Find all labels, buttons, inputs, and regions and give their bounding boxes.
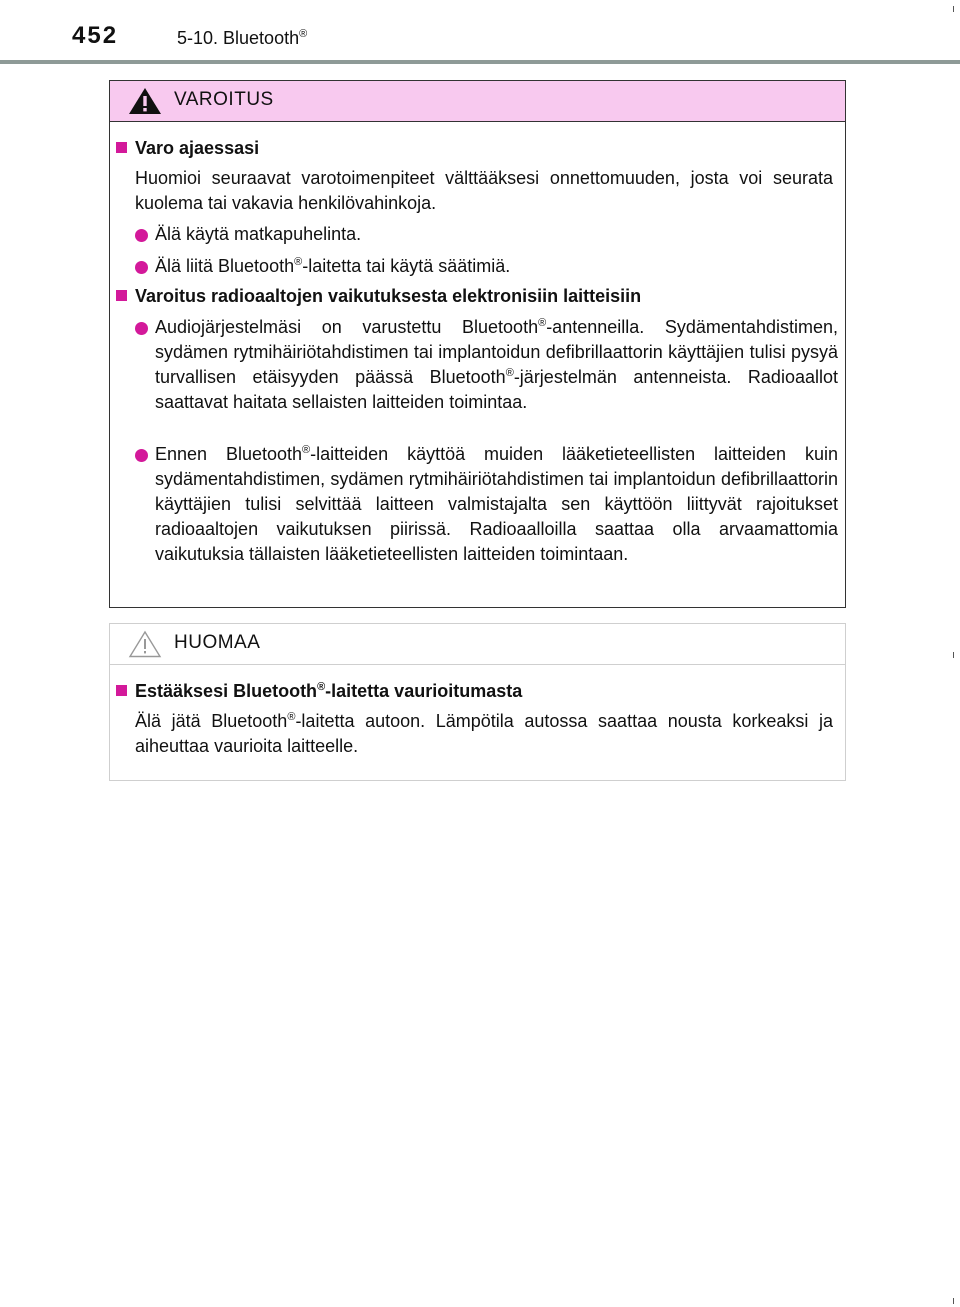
warning-box [109, 80, 846, 608]
page-number: 452 [72, 22, 119, 49]
circle-bullet-icon [135, 229, 148, 242]
registered-mark: ® [287, 711, 296, 723]
list-item [135, 315, 838, 415]
registered-mark: ® [302, 444, 311, 456]
section-title [177, 28, 307, 49]
heading-text: Estääksesi Bluetooth [135, 681, 318, 701]
warning-header [110, 81, 845, 122]
warning-section-heading [116, 138, 259, 159]
header-rule [0, 60, 960, 64]
list-item [135, 254, 838, 279]
crop-mark [953, 6, 954, 12]
notice-text [135, 709, 833, 759]
list-item-text [155, 254, 838, 279]
circle-bullet-icon [135, 449, 148, 462]
list-item-text [155, 442, 838, 567]
list-item-text [155, 315, 838, 415]
text-part: Älä liitä Bluetooth [155, 256, 295, 276]
registered-mark: ® [538, 317, 547, 329]
text-part: Älä jätä Bluetooth [135, 711, 288, 731]
registered-mark: ® [294, 256, 303, 268]
text-part: -laitetta tai käytä säätimiä. [302, 256, 511, 276]
warning-title: VAROITUS [174, 89, 274, 110]
list-item [135, 442, 838, 567]
text-part: -järjestelmän antenneista. Radioaallot saattavat haitata sellaisten laitteiden toimintaa. [155, 367, 838, 412]
heading-text: -laitetta vaurioitumasta [325, 681, 523, 701]
registered-mark: ® [505, 367, 514, 379]
registered-mark: ® [299, 28, 308, 40]
text-part: -laitteiden käyttöä muiden lääketieteellisten laitteiden kuin sydämentahdistimen, sydämen rytmihäiriötahdistimen tai implantoidun defibrillaattorin käyttäjien tulisi selvittää laitteen valmistajalta sen käyttöön liittyvät rajoitukset radioaaltojen vaikutuksen piirissä. Radioaalloilla saattaa olla arvaamattomia vaikutuksia tällaisten lääketieteellisten laitteiden toimintaan. [155, 444, 838, 564]
heading-text: Varo ajaessasi [135, 138, 260, 158]
circle-bullet-icon [135, 261, 148, 274]
square-bullet-icon [116, 142, 127, 153]
circle-bullet-icon [135, 322, 148, 335]
list-item [135, 222, 838, 247]
warning-section-heading [116, 286, 641, 307]
text-part: -antenneilla. Sydämentahdistimen, sydämen rytmihäiriötahdistimen tai implantoidun defibrillaattorin käyttäjien tulisi pysyä turvallisen etäisyyden päässä Bluetooth [155, 317, 838, 387]
caution-triangle-icon [128, 630, 162, 658]
warning-triangle-icon [128, 87, 162, 115]
list-item-text: Älä käytä matkapuhelinta. [155, 224, 362, 244]
text-part: Ennen Bluetooth [155, 444, 303, 464]
square-bullet-icon [116, 685, 127, 696]
heading-text: Varoitus radioaaltojen vaikutuksesta elektronisiin laitteisiin [135, 286, 642, 306]
square-bullet-icon [116, 290, 127, 301]
notice-box [109, 623, 846, 781]
section-title-text: 5-10. Bluetooth [177, 28, 300, 48]
crop-mark [953, 1298, 954, 1304]
notice-header [110, 624, 845, 665]
crop-mark [953, 652, 954, 658]
text-part: Audiojärjestelmäsi on varustettu Bluetooth [155, 317, 539, 337]
text-part: -laitetta autoon. Lämpötila autossa saattaa nousta korkeaksi ja aiheuttaa vaurioita laitteelle. [135, 711, 833, 756]
notice-section-heading [116, 681, 522, 702]
notice-title: HUOMAA [174, 632, 261, 653]
registered-mark: ® [317, 681, 326, 693]
warning-intro-text: Huomioi seuraavat varotoimenpiteet välttääksesi onnettomuuden, josta voi seurata kuolema tai vakavia henkilövahinkoja. [135, 168, 833, 213]
page-header [0, 0, 960, 66]
